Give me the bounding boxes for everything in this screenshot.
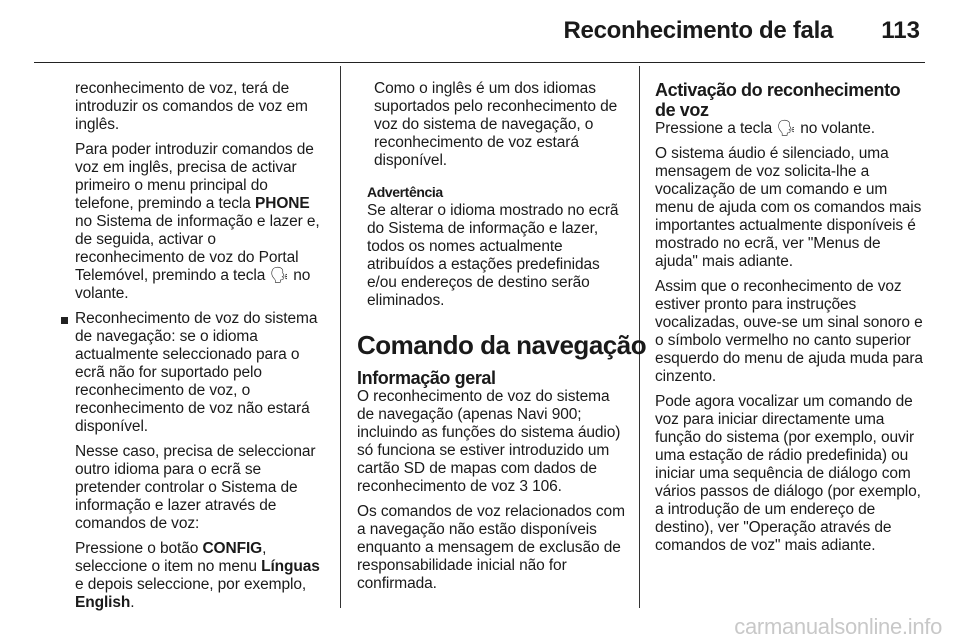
column-3	[655, 80, 923, 562]
note-box	[357, 183, 625, 310]
menu-item-linguas: Línguas	[261, 558, 320, 575]
paragraph: Para poder introduzir comandos de voz em inglês, precisa de activar primeiro o menu principal do telefone, premindo a tecla PHONE no Sistema de informação e lazer e, de seguida, activar o reconhecimento de voz do Portal Telemóvel, premindo a tecla 🗣 no volante.	[75, 141, 320, 302]
paragraph: O reconhecimento de voz do sistema de navegação (apenas Navi 900; incluindo as funções do sistema áudio) só funciona se estiver introduzido um cartão SD de mapas com dados de reconhecimento de voz 3 106.	[357, 388, 621, 495]
column-2	[357, 80, 647, 600]
paragraph: reconhecimento de voz, terá de introduzir os comandos de voz em inglês.	[75, 80, 308, 133]
paragraph: Pressione a tecla 🗣 no volante.	[655, 120, 875, 137]
page-reference-icon: 3	[519, 478, 528, 495]
config-button-label: CONFIG	[202, 540, 263, 557]
header-rule	[34, 62, 925, 63]
menu-item-english: English	[75, 594, 131, 611]
paragraph: Como o inglês é um dos idiomas suportados pelo reconhecimento de voz do sistema de navegação, o reconhecimento de voz estará disponível.	[374, 80, 618, 169]
list-item: Reconhecimento de voz do sistema de navegação: se o idioma actualmente seleccionado para o ecrã não for suportado pelo reconhecimento de voz, o reconhecimento de voz não estará disponível.	[75, 310, 327, 436]
paragraph: O sistema áudio é silenciado, uma mensagem de voz solicita-lhe a vocalização de um comando e um menu de ajuda com os comandos mais importantes actualmente disponíveis é mostrado no ecrã, ver "Menus de ajuda" mais adiante.	[655, 145, 922, 270]
page-title: Reconhecimento de fala	[563, 17, 833, 44]
paragraph: Assim que o reconhecimento de voz estiver pronto para instruções vocalizadas, ouve-se um sinal sonoro e o símbolo vermelho no canto superior esquerdo do menu de ajuda muda para cinzento.	[655, 278, 923, 385]
paragraph: Pressione o botão CONFIG, seleccione o item no menu Línguas e depois seleccione, por exemplo, English.	[75, 540, 320, 611]
paragraph: Os comandos de voz relacionados com a navegação não estão disponíveis enquanto a mensagem de exclusão de responsabilidade inicial não for confirmada.	[357, 503, 625, 592]
column-1	[75, 80, 327, 619]
subsection-heading: Informação geral	[357, 368, 496, 388]
column-divider	[340, 66, 341, 608]
subsection-heading: Activação do reconhecimento de voz	[655, 80, 901, 120]
paragraph: Nesse caso, precisa de seleccionar outro idioma para o ecrã se pretender controlar o Sistema de informação e lazer através de comandos de voz:	[75, 443, 316, 532]
watermark: carmanualsonline.info	[734, 614, 942, 639]
section-heading: Comando da navegação	[357, 330, 647, 360]
note-text: Se alterar o idioma mostrado no ecrã do Sistema de informação e lazer, todos os nomes actualmente atribuídos a estações predefinidas e/ou endereços de destino serão eliminados.	[367, 202, 619, 309]
page-number: 113	[881, 17, 920, 44]
paragraph: Pode agora vocalizar um comando de voz para iniciar directamente uma função do sistema (por exemplo, ouvir uma estação de rádio predefinida) ou iniciar uma sequência de diálogo com vários passos de diálogo (por exemplo, a introdução de um endereço de destino), ver "Operação através de comandos de voz" mais adiante.	[655, 393, 921, 554]
note-title: Advertência	[367, 184, 443, 200]
phone-key-label: PHONE	[254, 195, 310, 212]
